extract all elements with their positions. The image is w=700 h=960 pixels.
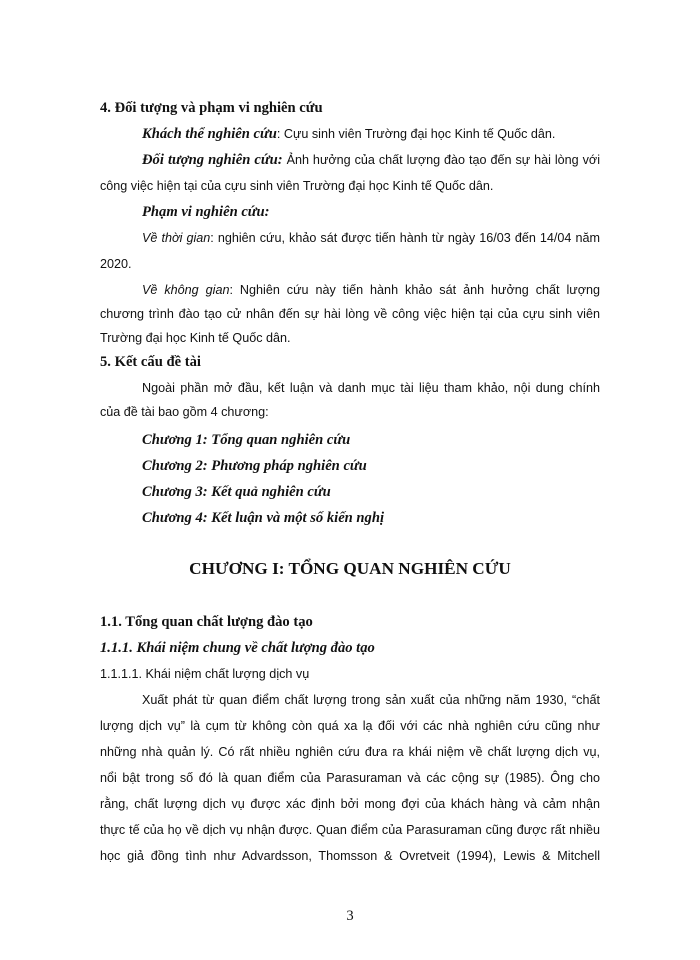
chapter-list-item-1: Chương 1: Tổng quan nghiên cứu — [142, 432, 351, 448]
doi-tuong-line-2: công việc hiện tại của cựu sinh viên Trường đại học Kinh tế Quốc dân. — [100, 179, 494, 193]
section-4-heading: 4. Đối tượng và phạm vi nghiên cứu — [100, 100, 323, 116]
doi-tuong-text-1: Ảnh hưởng của chất lượng đào tạo đến sự hài lòng với — [282, 153, 600, 167]
thoi-gian-label: Về thời gian — [142, 231, 211, 245]
paragraph-line-1: Xuất phát từ quan điểm chất lượng trong sản xuất của những năm 1930, “chất — [142, 693, 600, 707]
paragraph-line-7: học giả đồng tình như Advardsson, Thomsson & Ovretveit (1994), Lewis & Mitchell — [100, 849, 600, 863]
khong-gian-line-1 — [100, 280, 600, 300]
pham-vi-label: Phạm vi nghiên cứu: — [142, 204, 270, 220]
paragraph-line-5: rằng, chất lượng dịch vụ được xác định bởi mong đợi của khách hàng và cảm nhận — [100, 797, 600, 811]
khach-the-text: : Cựu sinh viên Trường đại học Kinh tế Quốc dân. — [276, 127, 556, 141]
chapter-list-item-4: Chương 4: Kết luận và một số kiến nghị — [142, 510, 385, 526]
section-5-intro-1: Ngoài phần mở đầu, kết luận và danh mục tài liệu tham khảo, nội dung chính — [142, 381, 600, 395]
heading-1-1: 1.1. Tổng quan chất lượng đào tạo — [100, 614, 313, 630]
thoi-gian-text: : nghiên cứu, khảo sát được tiến hành từ ngày 16/03 đến 14/04 năm — [210, 231, 600, 245]
paragraph-line-4: nổi bật trong số đó là quan điểm của Parasuraman và các cộng sự (1985). Ông cho — [100, 771, 600, 785]
khong-gian-line-3: Trường đại học Kinh tế Quốc dân. — [100, 331, 291, 345]
paragraph-line-2: lượng dịch vụ” là cụm từ không còn quá xa lạ đối với các nhà nghiên cứu cũng như — [100, 719, 600, 733]
section-5-intro-2: của đề tài bao gồm 4 chương: — [100, 405, 269, 419]
thoi-gian-line-1 — [100, 228, 600, 248]
section-5-heading: 5. Kết cấu đề tài — [100, 354, 201, 370]
khong-gian-line-2: chương trình đào tạo cử nhân đến sự hài lòng về công việc hiện tại của cựu sinh viên — [100, 307, 600, 321]
thoi-gian-line-2: 2020. — [100, 257, 132, 271]
page-number: 3 — [346, 908, 354, 924]
paragraph-line-6: thực tế của họ về dịch vụ nhận được. Quan điểm của Parasuraman cũng được rất nhiều — [100, 823, 600, 837]
khach-the-label: Khách thể nghiên cứu — [142, 126, 277, 142]
khong-gian-text-1: : Nghiên cứu này tiến hành khảo sát ảnh hưởng chất lượng — [229, 283, 600, 297]
heading-1-1-1-1: 1.1.1.1. Khái niệm chất lượng dịch vụ — [100, 667, 310, 681]
chapter-list-item-2: Chương 2: Phương pháp nghiên cứu — [142, 458, 367, 474]
paragraph-line-3: những nhà quản lý. Có rất nhiều nghiên cứu đưa ra khái niệm về chất lượng dịch vụ, — [100, 745, 600, 759]
heading-1-1-1: 1.1.1. Khái niệm chung về chất lượng đào tạo — [100, 640, 375, 656]
doi-tuong-label: Đối tượng nghiên cứu: — [142, 152, 283, 168]
khong-gian-label: Về không gian — [142, 283, 230, 297]
chapter-list-item-3: Chương 3: Kết quả nghiên cứu — [142, 484, 331, 500]
chapter-title: CHƯƠNG I: TỔNG QUAN NGHIÊN CỨU — [189, 559, 511, 578]
doi-tuong-line-1 — [100, 150, 600, 170]
khach-the-line — [100, 124, 600, 144]
